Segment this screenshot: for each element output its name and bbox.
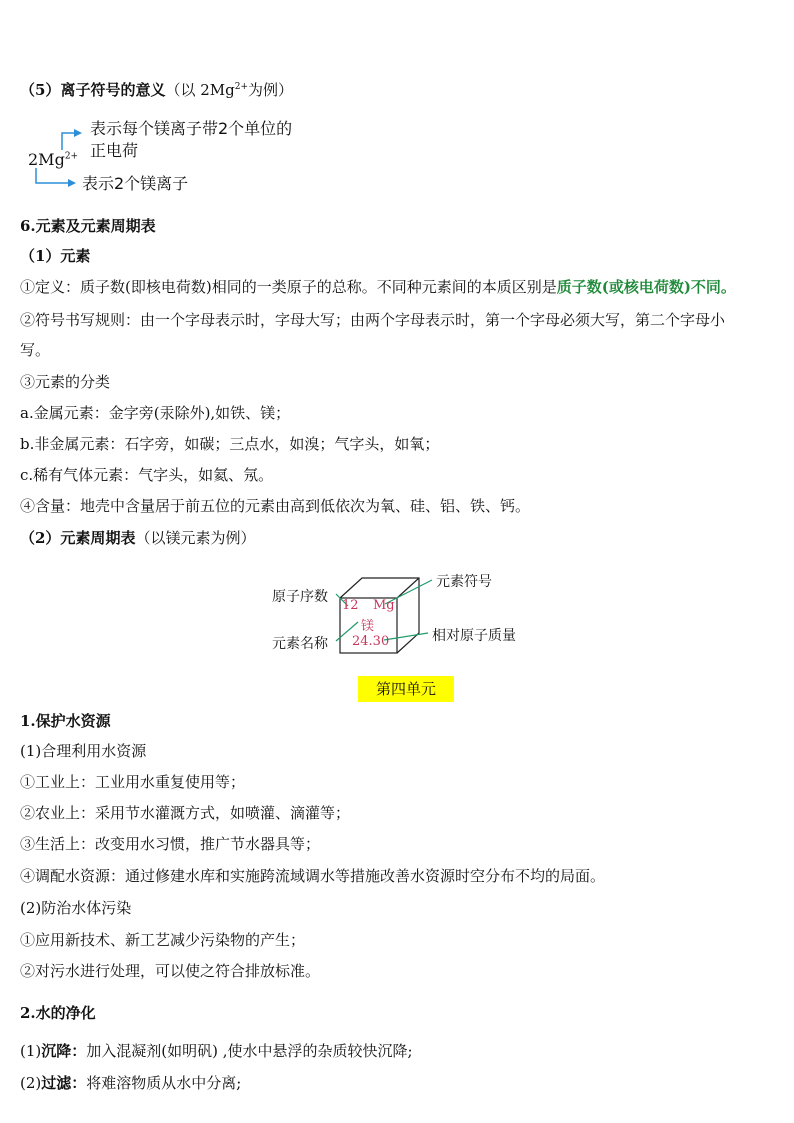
section6-sub2-title: （2）元素周期表	[20, 529, 136, 547]
classify-heading: ③元素的分类	[20, 373, 111, 391]
label-atomic-mass: 相对原子质量	[432, 628, 516, 644]
ion-heading-note-a: （以 2Mg	[165, 81, 235, 99]
water-s1-a2: ②农业上：采用节水灌溉方式，如喷灌、滴灌等；	[20, 804, 351, 822]
water-s2-1-text: 加入混凝剂(如明矾) ,使水中悬浮的杂质较快沉降;	[86, 1042, 413, 1060]
water-s2-1-prefix: (1)	[20, 1042, 42, 1060]
box-atomic-number: 12	[342, 598, 359, 613]
section6-sub1: （1）元素	[20, 247, 91, 265]
leader-mass	[384, 633, 428, 640]
ion-meaning-1-line1: 表示每个镁离子带2个单位的	[90, 119, 293, 138]
ion-symbol-charge: 2+	[64, 151, 79, 162]
ion-heading-prefix: （5）	[20, 81, 61, 99]
metal-elements: a.金属元素：金字旁(汞除外),如铁、镁；	[20, 404, 291, 422]
unit4-title: 第四单元	[358, 676, 454, 702]
box-symbol: Mg	[373, 598, 395, 613]
ion-heading-note-sup: 2+	[234, 82, 249, 92]
rule-line2: 写。	[20, 341, 51, 359]
water-s2-1	[20, 1041, 413, 1061]
nonmetal-elements: b.非金属元素：石字旁，如碳；三点水，如溴；气字头，如氧；	[20, 435, 440, 453]
definition-text: ①定义：质子数(即核电荷数)相同的一类原子的总称。不同种元素间的本质区别是	[20, 278, 557, 296]
definition-end: 。	[720, 278, 736, 296]
water-s1-a: (1)合理利用水资源	[20, 742, 147, 760]
rule-line1: ②符号书写规则：由一个字母表示时，字母大写；由两个字母表示时，第一个字母必须大写，第二个字母小	[20, 311, 726, 329]
ion-heading-title: 离子符号的意义	[60, 81, 166, 99]
water-s1-b1: ①应用新技术、新工艺减少污染物的产生；	[20, 931, 306, 949]
water-s2-2-text: 将难溶物质从水中分离;	[86, 1074, 242, 1092]
definition-emphasis: 质子数(或核电荷数)不同	[556, 278, 721, 296]
water-s2-1-term: 沉降：	[41, 1042, 87, 1060]
ion-symbol-text: 2Mg	[28, 150, 65, 169]
ion-meaning-2: 表示2个镁离子	[82, 174, 189, 193]
water-s2-2-term: 过滤：	[41, 1074, 87, 1092]
section6-sub2-note: （以镁元素为例）	[135, 529, 256, 547]
water-s1-a4: ④调配水资源：通过修建水库和实施跨流域调水等措施改善水资源时空分布不均的局面。	[20, 867, 606, 885]
water-s1-b: (2)防治水体污染	[20, 899, 132, 917]
label-symbol: 元素符号	[436, 574, 492, 590]
ion-meaning-1-line2: 正电荷	[90, 141, 139, 160]
section6-title: 6.元素及元素周期表	[20, 217, 156, 235]
water-s1-title: 1.保护水资源	[20, 712, 111, 730]
box-mass: 24.30	[352, 634, 390, 649]
box-element-name: 镁	[361, 619, 375, 634]
water-s2-2-prefix: (2)	[20, 1074, 42, 1092]
noble-gas-elements: c.稀有气体元素：气字头，如氦、氖。	[20, 466, 274, 484]
water-s2-2	[20, 1073, 241, 1093]
water-s2-title: 2.水的净化	[20, 1004, 96, 1022]
label-atomic-number: 原子序数	[272, 589, 328, 605]
water-s1-b2: ②对污水进行处理，可以使之符合排放标准。	[20, 962, 321, 980]
water-s1-a1: ①工业上：工业用水重复使用等；	[20, 773, 246, 791]
ion-heading-note-b: 为例）	[248, 81, 294, 99]
water-s1-a3: ③生活上：改变用水习惯，推广节水器具等；	[20, 835, 321, 853]
crust-content: ④含量：地壳中含量居于前五位的元素由高到低依次为氧、硅、铝、铁、钙。	[20, 497, 531, 515]
label-element-name: 元素名称	[272, 636, 328, 652]
